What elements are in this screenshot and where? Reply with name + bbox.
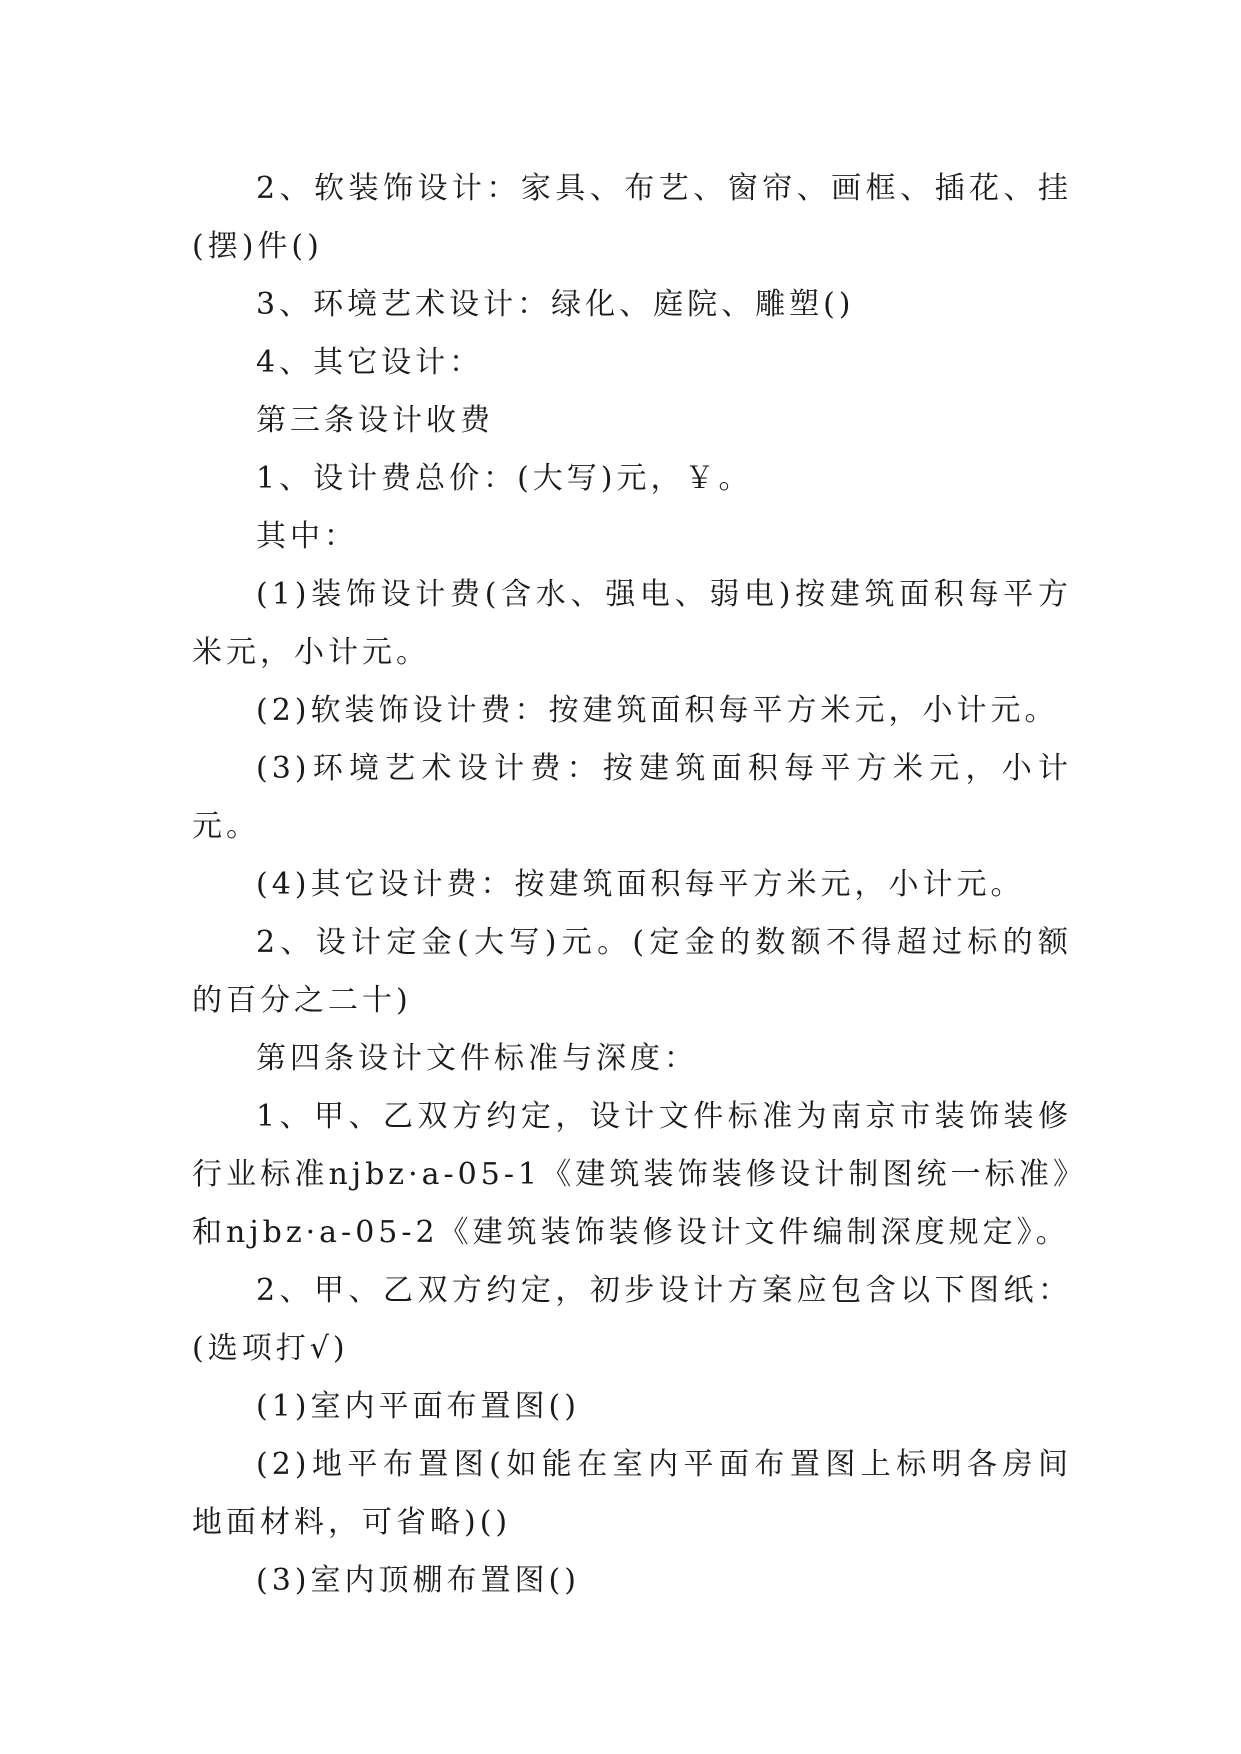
paragraph-other-design: 4、其它设计： [256, 345, 484, 380]
paragraph-deposit: 2、设计定金(大写)元。(定金的数额不得超过标的额的百分之二十) [192, 925, 1072, 1018]
paragraph-drawing-item-3: (3)室内顶棚布置图() [256, 1563, 580, 1598]
paragraph-drawing-item-2: (2)地平布置图(如能在室内平面布置图上标明各房间地面材料，可省略)() [192, 1447, 1072, 1540]
document-body [192, 160, 1072, 1610]
paragraph-preliminary-drawings: 2、甲、乙双方约定，初步设计方案应包含以下图纸：(选项打√) [192, 1273, 1072, 1366]
paragraph-soft-decoration: 2、软装饰设计：家具、布艺、窗帘、画框、插花、挂(摆)件() [192, 171, 1072, 264]
paragraph-total-fee: 1、设计费总价：(大写)元，￥。 [256, 461, 753, 496]
paragraph-fee-item-2: (2)软装饰设计费：按建筑面积每平方米元，小计元。 [256, 693, 1059, 728]
paragraph-among-which: 其中： [256, 519, 358, 554]
paragraph-environment-art: 3、环境艺术设计：绿化、庭院、雕塑() [256, 287, 855, 322]
paragraph-fee-item-3: (3)环境艺术设计费：按建筑面积每平方米元，小计元。 [192, 751, 1072, 844]
section-heading-design-fee: 第三条设计收费 [256, 403, 494, 438]
paragraph-fee-item-1: (1)装饰设计费(含水、强电、弱电)按建筑面积每平方米元，小计元。 [192, 577, 1072, 670]
paragraph-fee-item-4: (4)其它设计费：按建筑面积每平方米元，小计元。 [256, 867, 1025, 902]
paragraph-drawing-item-1: (1)室内平面布置图() [256, 1389, 580, 1424]
section-heading-file-standard: 第四条设计文件标准与深度： [256, 1041, 698, 1076]
paragraph-standard-agreement: 1、甲、乙双方约定，设计文件标准为南京市装饰装修行业标准njbz·a-05-1《建筑装饰装修设计制图统一标准》和njbz·a-05-2《建筑装饰装修设计文件编制深度规定》。 [192, 1099, 1072, 1250]
